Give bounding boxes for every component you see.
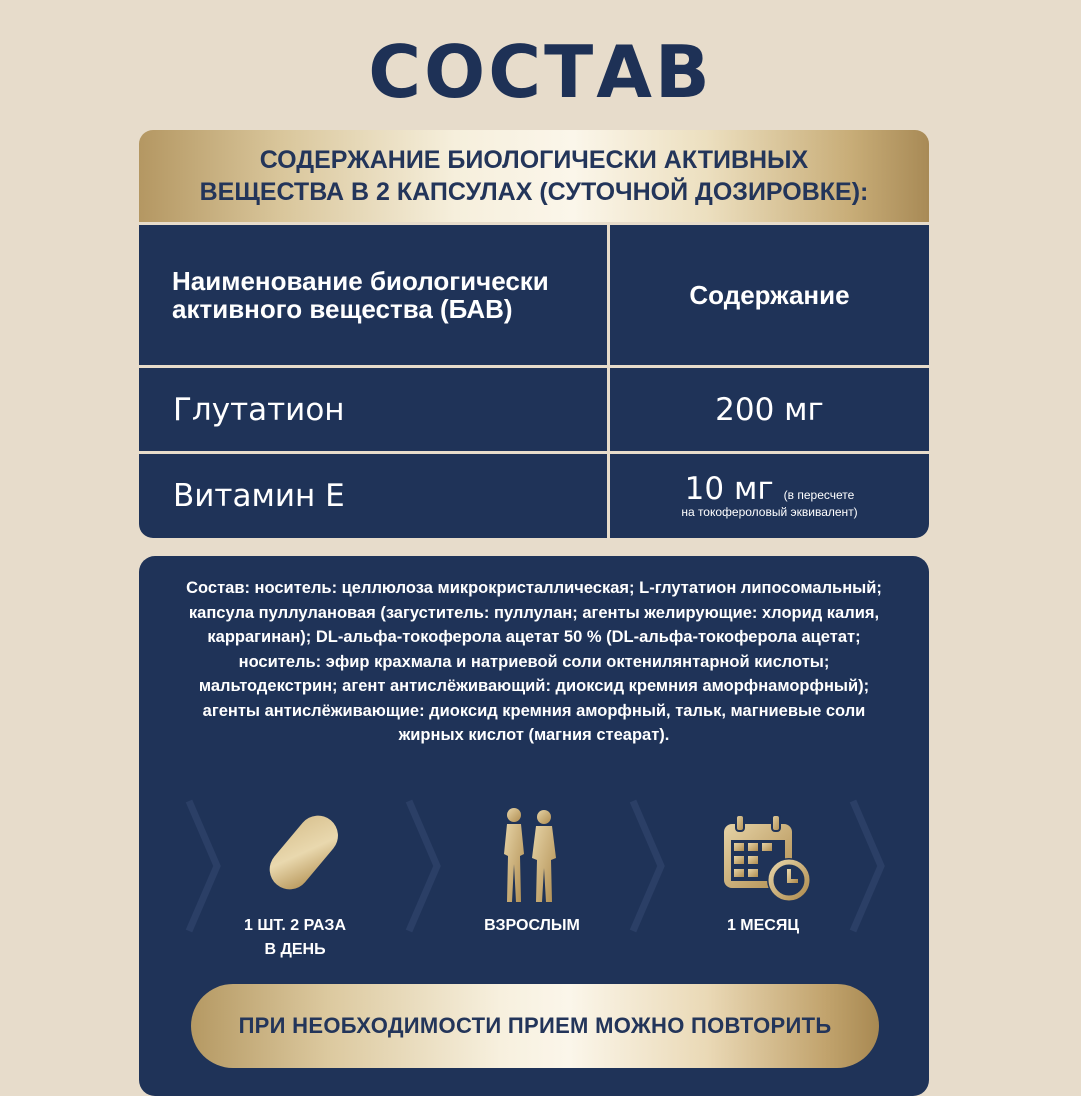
feature-dosage-label: 1 ШТ. 2 РАЗА В ДЕНЬ [243, 917, 347, 958]
vitamin-e-note: (в пересчете [783, 488, 855, 502]
column-header-amount: Содержание [610, 225, 929, 365]
calendar-clock-icon [721, 812, 815, 906]
chevron-right-icon [627, 791, 667, 941]
feature-duration-label: 1 МЕСЯЦ [726, 917, 800, 934]
composition-text: Состав: носитель: целлюлоза микрокристаллическая; L-глутатион липосомальный; капсула пуллулановая (загуститель: пуллулан; агенты желирующие: хлорид калия, каррагинан); DL-альфа-токоферола ацетат 50 % (DL-альфа-токоферола ацетат; носитель: эфир крахмала и натриевой соли октенилянтарной кислоты; мальтодекстрин; агент антислёживающий: диоксид кремния аморфнаморфный); агенты антислёживающие: диоксид кремния аморфный, тальк, магниевые соли жирных кислот (магния стеарат). [186, 579, 882, 744]
adults-icon [496, 806, 566, 906]
active-substances-table [139, 130, 929, 538]
repeat-course-text: ПРИ НЕОБХОДИМОСТИ ПРИЕМ МОЖНО ПОВТОРИТЬ [238, 1013, 832, 1038]
feature-audience-label: ВЗРОСЛЫМ [484, 917, 580, 934]
table-row-name: Витамин Е [139, 454, 607, 538]
page-title: СОСТАВ [368, 30, 713, 114]
repeat-course-banner [191, 984, 879, 1068]
composition-panel [139, 556, 929, 1096]
column-header-name: Наименование биологически активного вещества (БАВ) [139, 225, 607, 365]
table-row-name: Глутатион [139, 368, 607, 451]
table-banner-text: СОДЕРЖАНИЕ БИОЛОГИЧЕСКИ АКТИВНЫХ ВЕЩЕСТВА В 2 КАПСУЛАХ (СУТОЧНОЙ ДОЗИРОВКЕ): [199, 146, 869, 206]
vitamin-e-amount: 10 мг [684, 471, 774, 507]
table-row-amount [610, 454, 929, 538]
table-row-amount: 200 мг [610, 368, 929, 451]
vitamin-e-note-2: на токофероловый эквивалент) [681, 505, 858, 519]
table-banner [139, 130, 929, 222]
capsule-icon [267, 814, 345, 892]
